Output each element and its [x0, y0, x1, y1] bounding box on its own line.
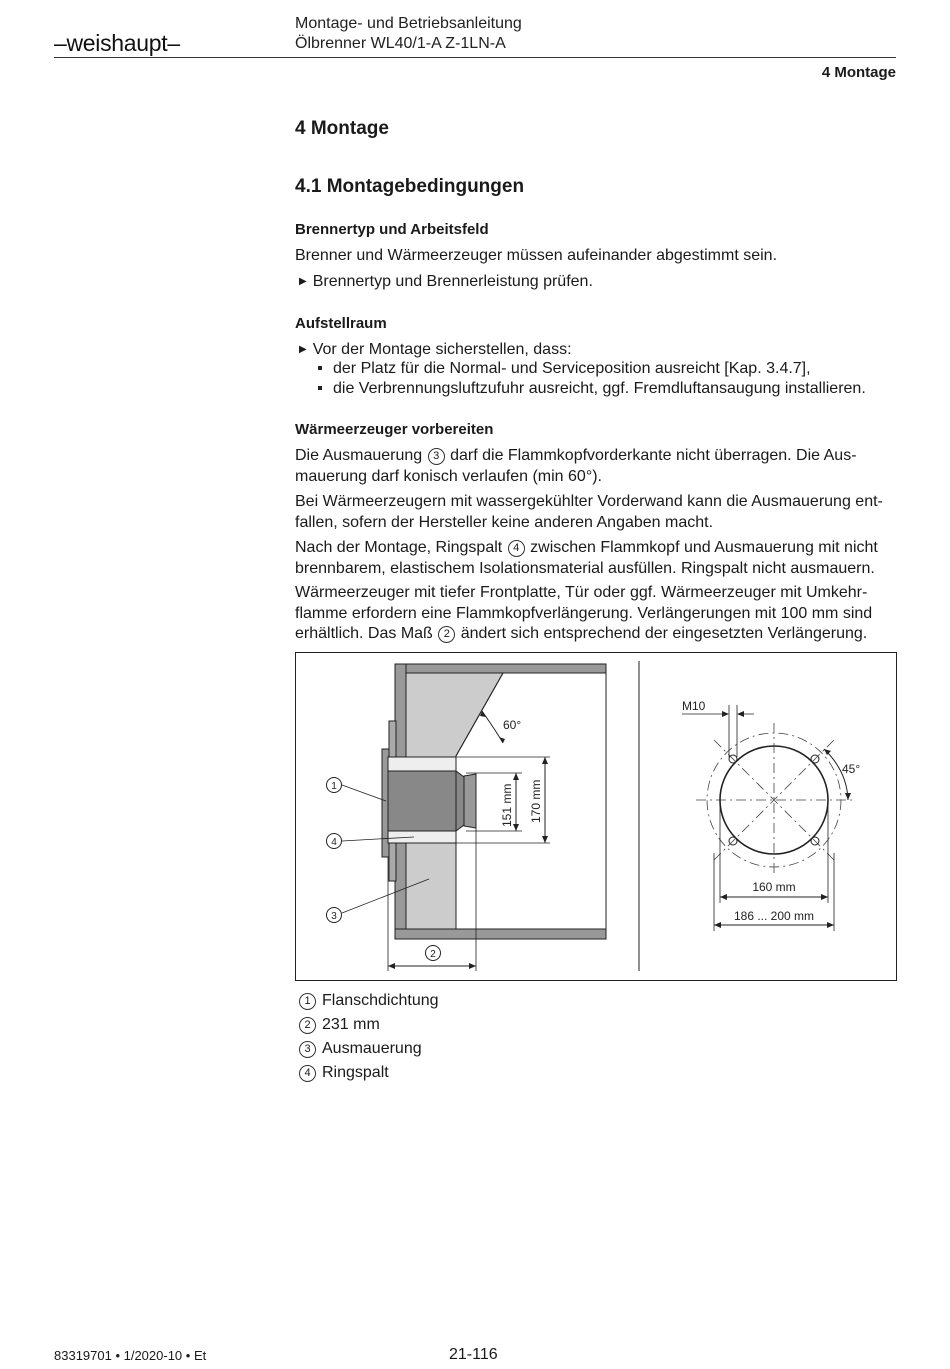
- boiler-top-wall: [395, 664, 606, 673]
- header-doc-title: Montage- und Betriebsanleitung: [295, 15, 522, 32]
- svg-text:1: 1: [331, 781, 337, 792]
- callout-2-icon: 2: [299, 1017, 316, 1034]
- legend-item: 3 Ausmauerung: [298, 1040, 422, 1058]
- paragraph-verlaengerung: Wärmeerzeuger mit tiefer Frontplatte, Tür oder ggf. Wärmeerzeuger mit Umkehr- flamme erfordern eine Flammkopfverlängerung. Verlängerungen mit 100 mm sind erhältlich. Das Maß 2 ändert sich entsprechend der eingesetzten Verlängerung.: [295, 584, 873, 642]
- heading-aufstellraum: Aufstellraum: [295, 315, 387, 332]
- bullet-icon: [318, 366, 322, 370]
- header-product: Ölbrenner WL40/1-A Z-1LN-A: [295, 35, 506, 52]
- step-brennertyp: ▶ Brennertyp und Brennerleistung prüfen.: [299, 273, 593, 290]
- callout-4-icon: 4: [508, 540, 525, 557]
- callout-4-icon: 4: [299, 1065, 316, 1082]
- flame-head: [388, 771, 464, 831]
- callout-2-icon: 2: [438, 626, 455, 643]
- heading-waermeerzeuger: Wärmeerzeuger vorbereiten: [295, 421, 494, 438]
- dim-151-label: 151 mm: [500, 783, 514, 827]
- dim-160-label: 160 mm: [752, 880, 796, 894]
- legend-item: 2 231 mm: [298, 1016, 380, 1034]
- svg-text:3: 3: [331, 911, 337, 922]
- bullet-item: der Platz für die Normal- und Serviceposition ausreicht [Kap. 3.4.7],: [318, 360, 811, 378]
- thread-label: M10: [682, 699, 706, 713]
- header-rule: [54, 57, 896, 58]
- mounting-figure: [295, 652, 897, 981]
- paragraph-vorderwand: Bei Wärmeerzeugern mit wassergekühlter Vorderwand kann die Ausmauerung ent- fallen, sofern der Hersteller keine anderen Angaben macht.: [295, 493, 883, 531]
- footer-doc-number: 83319701 • 1/2020-10 • Et: [54, 1348, 207, 1363]
- step-arrow-icon: ▶: [299, 344, 307, 355]
- header-section: 4 Montage: [821, 64, 896, 81]
- boiler-bottom-wall: [395, 929, 606, 939]
- bullet-item: die Verbrennungsluftzufuhr ausreicht, ggf. Fremdluftansaugung installieren.: [318, 380, 866, 398]
- text-brennertyp: Brenner und Wärmeerzeuger müssen aufeinander abgestimmt sein.: [295, 247, 778, 264]
- legend-item: 4 Ringspalt: [298, 1064, 389, 1082]
- svg-text:2: 2: [430, 949, 436, 960]
- dim-170-label: 170 mm: [529, 779, 543, 823]
- callout-1-icon: 1: [299, 993, 316, 1010]
- svg-text:4: 4: [331, 837, 337, 848]
- paragraph-ausmauerung: Die Ausmauerung 3 darf die Flammkopfvorderkante nicht überragen. Die Aus- mauerung darf konisch verlaufen (min 60°).: [295, 447, 857, 485]
- callout-3-icon: 3: [299, 1041, 316, 1058]
- section-title: 4.1 Montagebedingungen: [295, 176, 525, 197]
- step-arrow-icon: ▶: [299, 276, 307, 287]
- angle-60-label: 60°: [503, 718, 522, 732]
- chapter-title: 4 Montage: [295, 118, 389, 139]
- paragraph-ringspalt: Nach der Montage, Ringspalt 4 zwischen Flammkopf und Ausmauerung mit nicht brennbarem, elastischem Isolationsmaterial ausfüllen. Ringspalt nicht ausmauern.: [295, 539, 878, 577]
- heading-brennertyp: Brennertyp und Arbeitsfeld: [295, 221, 489, 238]
- mounting-drawing: [296, 653, 896, 980]
- ring-gap-bottom: [388, 831, 456, 843]
- legend-item: 1 Flanschdichtung: [298, 992, 439, 1010]
- dim-186-label: 186 ... 200 mm: [733, 909, 815, 923]
- footer-page-number: 21-116: [449, 1346, 498, 1363]
- ring-gap-top: [388, 757, 456, 771]
- bullet-icon: [318, 386, 322, 390]
- step-aufstellraum: ▶ Vor der Montage sicherstellen, dass:: [299, 341, 572, 358]
- weishaupt-logo: –weishaupt–: [54, 30, 180, 56]
- callout-3-icon: 3: [428, 448, 445, 465]
- angle-45-label: 45°: [842, 762, 861, 776]
